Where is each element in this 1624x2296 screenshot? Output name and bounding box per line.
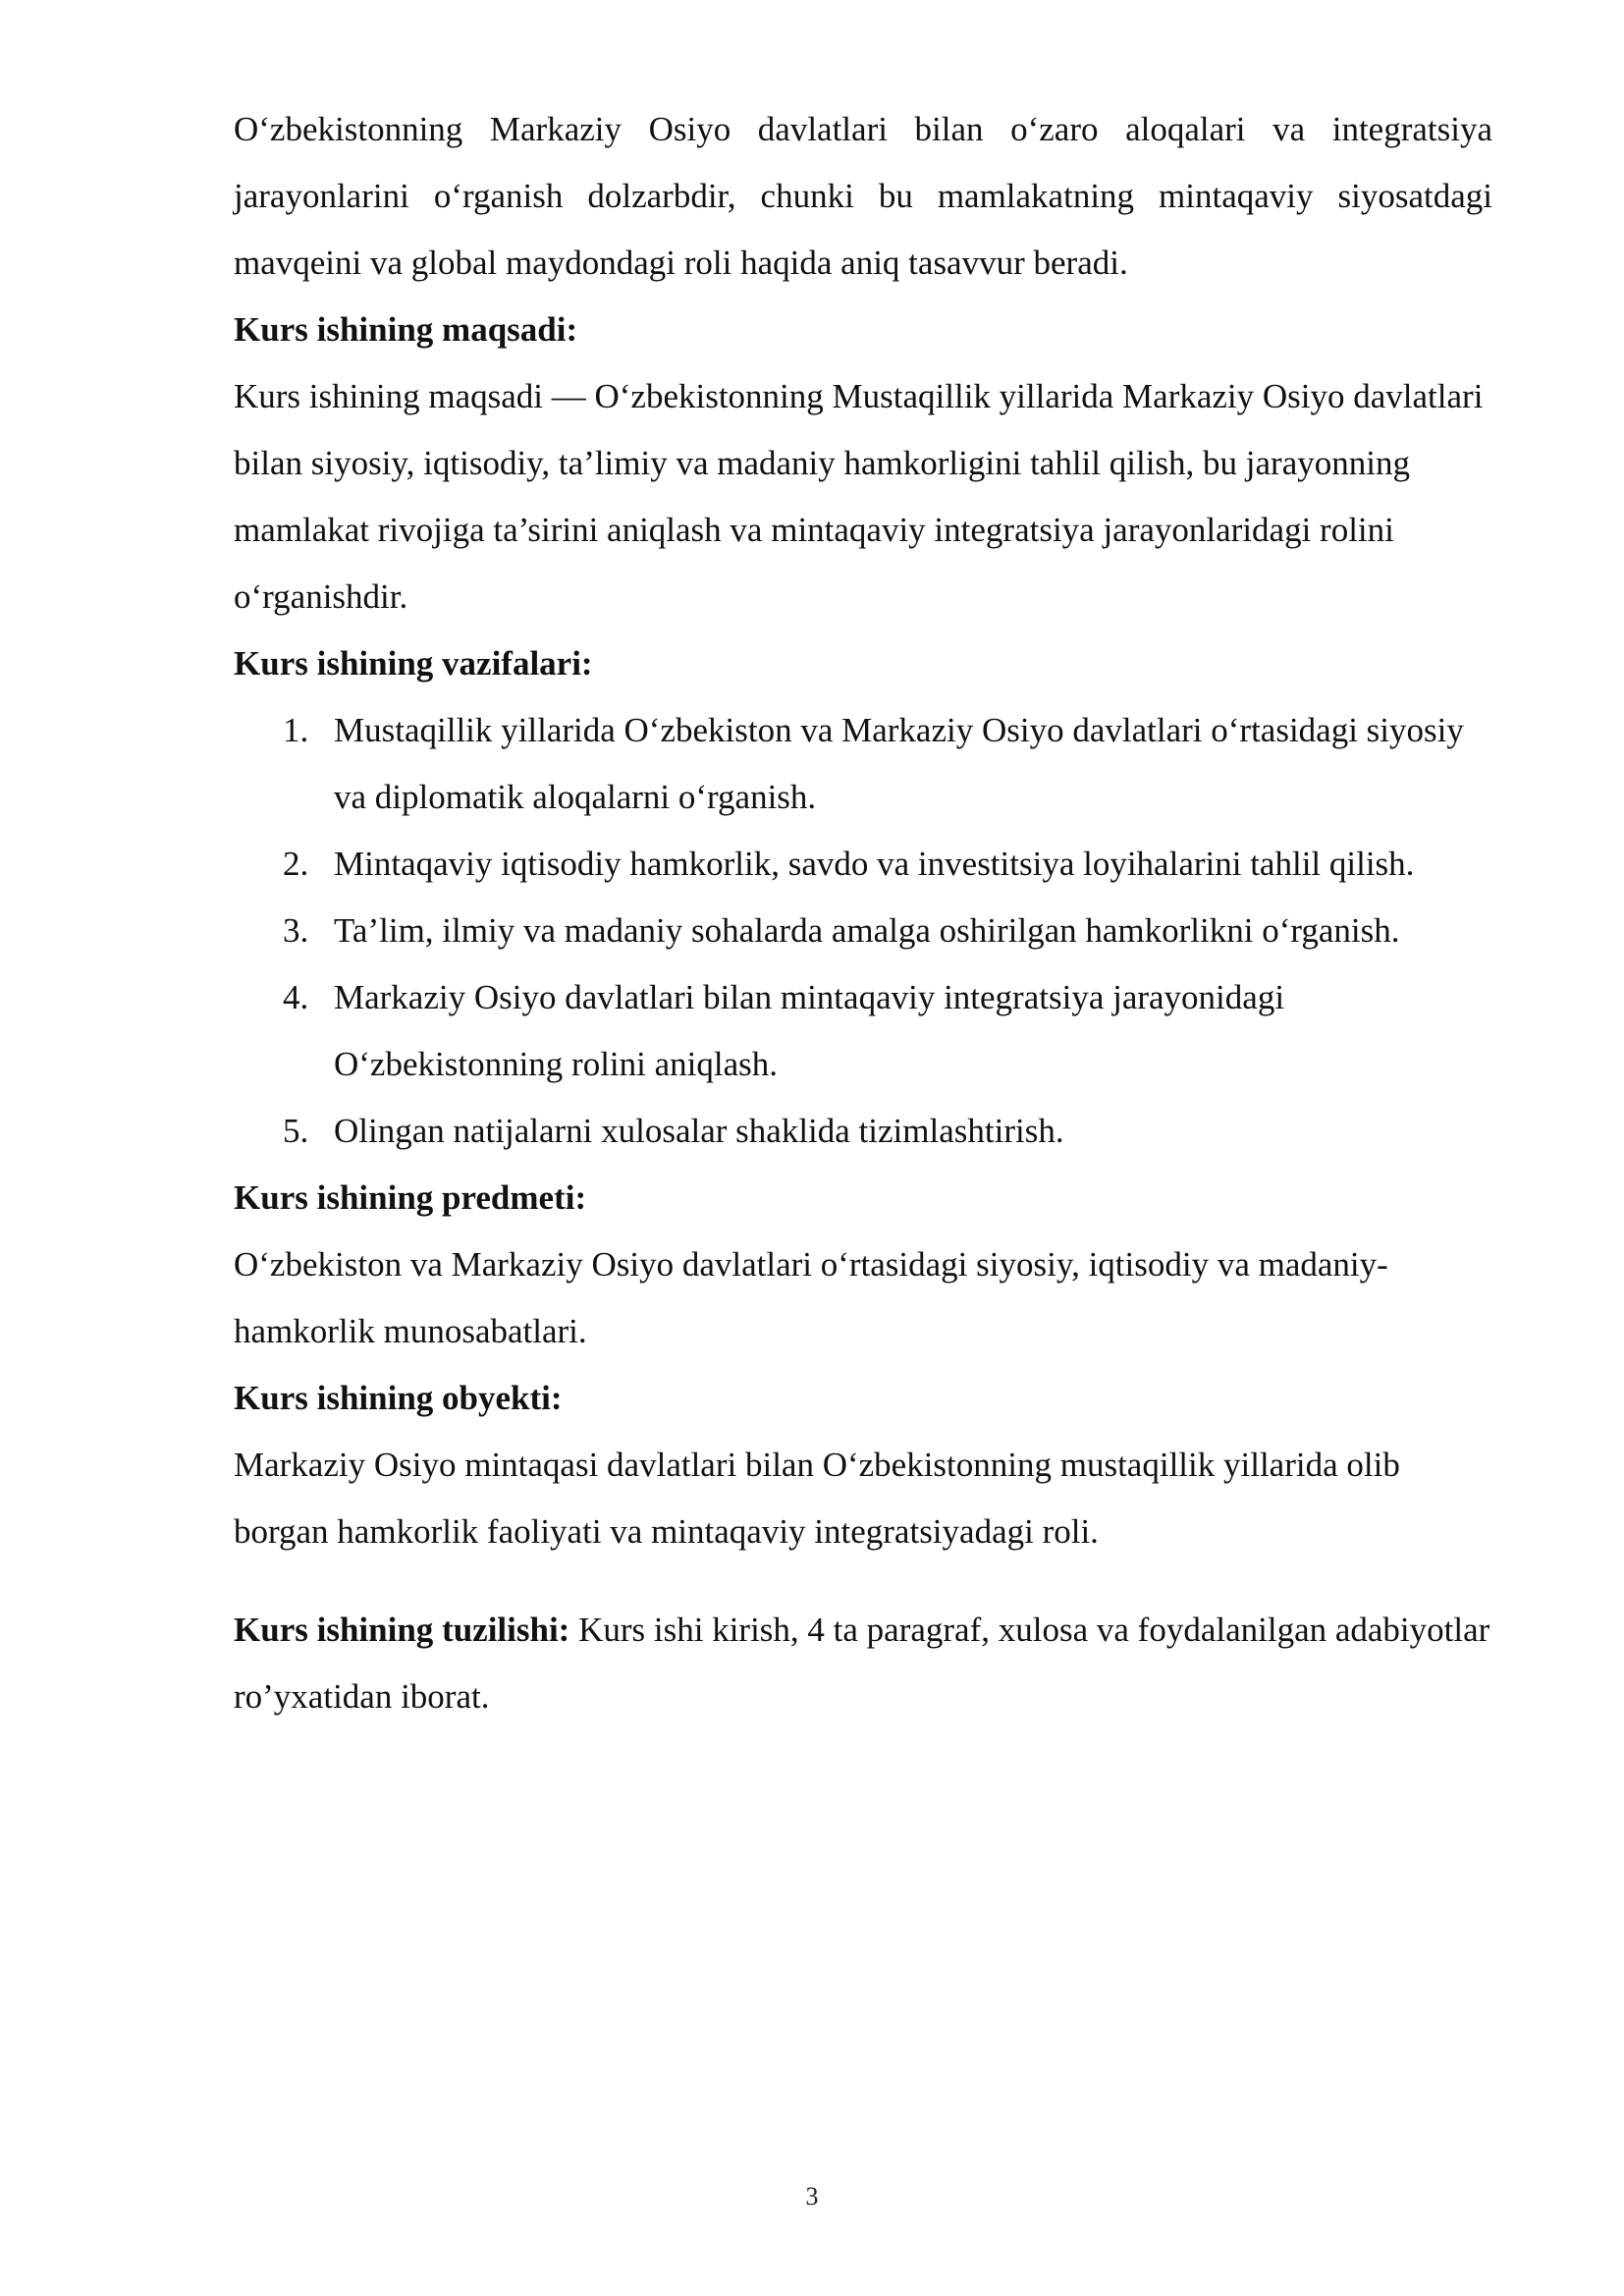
task-item: [234, 964, 1492, 1098]
paragraph-spacer: [234, 1565, 1492, 1597]
task-item: [234, 898, 1492, 964]
task-text: Mustaqillik yillarida O‘zbekiston va Markaziy Osiyo davlatlari o‘rtasidagi siyosiy va diplomatik aloqalarni o‘rganish.: [334, 711, 1464, 816]
task-item: [234, 831, 1492, 898]
subject-heading: Kurs ishining predmeti:: [234, 1178, 587, 1217]
page-number: 3: [805, 2182, 819, 2211]
task-text: Ta’lim, ilmiy va madaniy sohalarda amalga oshirilgan hamkorlikni o‘rganish.: [334, 911, 1400, 950]
object-paragraph: Markaziy Osiyo mintaqasi davlatlari bilan O‘zbekistonning mustaqillik yillarida olib borgan hamkorlik faoliyati va mintaqaviy integratsiyadagi roli.: [234, 1446, 1400, 1551]
object-heading: Kurs ishining obyekti:: [234, 1379, 563, 1417]
goal-heading: Kurs ishining maqsadi:: [234, 310, 578, 349]
task-text: Mintaqaviy iqtisodiy hamkorlik, savdo va investitsiya loyihalarini tahlil qilish.: [334, 845, 1415, 883]
structure-paragraph: [234, 1597, 1492, 1730]
task-number: 5.: [283, 1112, 309, 1150]
structure-heading: Kurs ishining tuzilishi:: [234, 1611, 570, 1649]
structure-text: Kurs ishi kirish, 4 ta paragraf, xulosa va foydalanilgan adabiyotlar ro’yxatidan iborat.: [234, 1611, 1490, 1716]
task-text: Olingan natijalarni xulosalar shaklida tizimlashtirish.: [334, 1112, 1064, 1150]
subject-paragraph: O‘zbekiston va Markaziy Osiyo davlatlari o‘rtasidagi siyosiy, iqtisodiy va madaniy-hamkorlik munosabatlari.: [234, 1245, 1388, 1350]
task-number: 2.: [283, 845, 309, 883]
tasks-heading: Kurs ishining vazifalari:: [234, 644, 593, 683]
task-text: Markaziy Osiyo davlatlari bilan mintaqaviy integratsiya jarayonidagi O‘zbekistonning rolini aniqlash.: [334, 978, 1285, 1083]
document-page: [234, 96, 1492, 1730]
task-number: 4.: [283, 978, 309, 1016]
goal-paragraph: Kurs ishining maqsadi — O‘zbekistonning Mustaqillik yillarida Markaziy Osiyo davlatlari bilan siyosiy, iqtisodiy, ta’limiy va madaniy hamkorligini tahlil qilish, bu jarayonning mamlakat rivojiga ta’sirini aniqlash va mintaqaviy integratsiya jarayonlaridagi rolini o‘rganishdir.: [234, 377, 1484, 616]
intro-paragraph: O‘zbekistonning Markaziy Osiyo davlatlari bilan o‘zaro aloqalari va integratsiya jarayonlarini o‘rganish dolzarbdir, chunki bu mamlakatning mintaqaviy siyosatdagi mavqeini va global maydondagi roli haqida aniq tasavvur beradi.: [234, 110, 1492, 282]
task-number: 1.: [283, 711, 309, 749]
task-number: 3.: [283, 911, 309, 950]
task-item: [234, 697, 1492, 831]
tasks-list: [234, 697, 1492, 1165]
task-item: [234, 1098, 1492, 1165]
